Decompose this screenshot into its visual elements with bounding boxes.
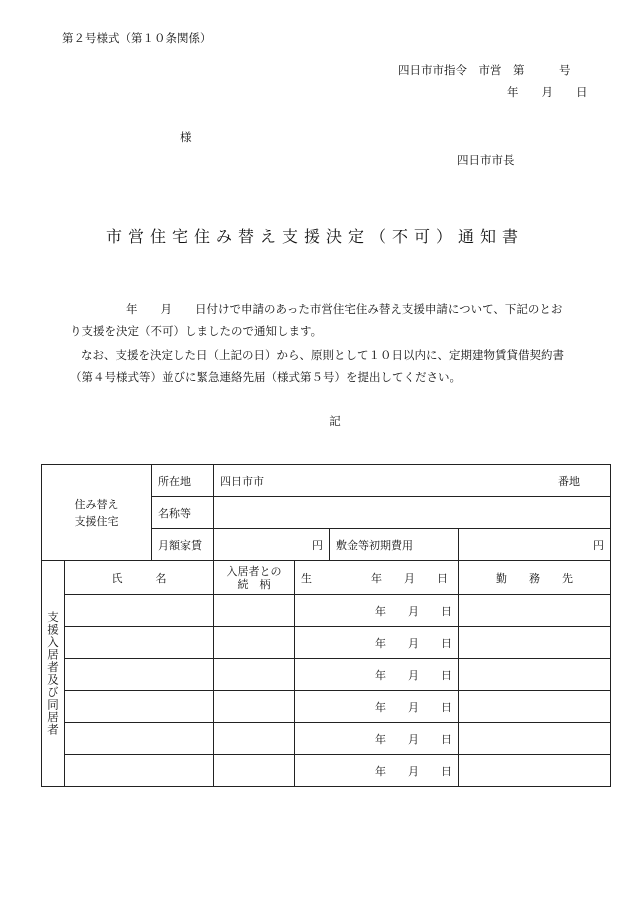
resident-birth-field[interactable] — [295, 659, 459, 691]
relation-header-line-2: 続 柄 — [237, 577, 271, 591]
resident-relation-field[interactable] — [214, 691, 295, 723]
resident-name-field[interactable] — [65, 659, 214, 691]
resident-birth-field[interactable] — [295, 723, 459, 755]
resident-work-field[interactable] — [459, 691, 611, 723]
birth-date-header: 年 月 日 — [371, 571, 448, 585]
rent-unit: 円 — [312, 538, 323, 552]
resident-work-field[interactable] — [459, 723, 611, 755]
resident-birth-field[interactable] — [295, 691, 459, 723]
work-header: 勤 務 先 — [459, 561, 611, 595]
housing-location-row — [42, 465, 611, 497]
housing-section-label: 住み替え 支援住宅 — [42, 465, 152, 561]
residents-section-text: 支援入居者及び同居者 — [46, 611, 60, 736]
resident-row — [42, 755, 611, 787]
resident-birth-field[interactable] — [295, 627, 459, 659]
name-header: 氏 名 — [65, 561, 214, 595]
resident-birth-date: 年 月 日 — [375, 604, 452, 618]
resident-relation-field[interactable] — [214, 659, 295, 691]
location-label: 所在地 — [152, 465, 214, 497]
resident-birth-date: 年 月 日 — [375, 668, 452, 682]
resident-name-field[interactable] — [65, 723, 214, 755]
name-label: 名称等 — [152, 497, 214, 529]
relation-header-line-1: 入居者との — [226, 564, 282, 578]
resident-row — [42, 691, 611, 723]
resident-work-field[interactable] — [459, 659, 611, 691]
body-paragraph-1-line-2: り支援を決定（不可）しましたので通知します。 — [70, 324, 323, 338]
rent-field[interactable] — [214, 529, 330, 561]
body-paragraph-2-line-1: なお、支援を決定した日（上記の日）から、原則として１０日以内に、定期建物賃貸借契約書 — [81, 348, 564, 362]
resident-work-field[interactable] — [459, 595, 611, 627]
body-paragraph-1-line-1: 年 月 日付けで申請のあった市営住宅住み替え支援申請について、下記のとお — [126, 302, 563, 316]
deposit-label: 敷金等初期費用 — [330, 529, 459, 561]
issuer-name: 四日市市長 — [457, 153, 515, 167]
resident-work-field[interactable] — [459, 755, 611, 787]
resident-row — [42, 595, 611, 627]
resident-birth-field[interactable] — [295, 595, 459, 627]
form-number: 第２号様式（第１０条関係） — [62, 31, 212, 45]
resident-birth-date: 年 月 日 — [375, 636, 452, 650]
notice-number: 四日市市指令 市営 第 号 — [398, 63, 571, 77]
birth-prefix: 生 — [301, 571, 312, 585]
location-prefix: 四日市市 — [220, 474, 264, 488]
resident-birth-date: 年 月 日 — [375, 732, 452, 746]
info-table — [41, 464, 611, 787]
resident-name-field[interactable] — [65, 627, 214, 659]
location-field[interactable] — [214, 465, 611, 497]
resident-row — [42, 659, 611, 691]
ki-heading: 記 — [329, 414, 341, 428]
document-title: 市営住宅住み替え支援決定（不可）通知書 — [105, 227, 524, 246]
resident-name-field[interactable] — [65, 755, 214, 787]
addressee-suffix: 様 — [180, 130, 192, 144]
resident-birth-date: 年 月 日 — [375, 700, 452, 714]
resident-work-field[interactable] — [459, 627, 611, 659]
location-suffix: 番地 — [558, 474, 580, 488]
residents-section-label — [42, 561, 65, 787]
residents-header-row — [42, 561, 611, 595]
issue-date: 年 月 日 — [507, 85, 588, 99]
rent-label: 月額家賃 — [152, 529, 214, 561]
deposit-field[interactable] — [459, 529, 611, 561]
name-field[interactable] — [214, 497, 611, 529]
resident-relation-field[interactable] — [214, 755, 295, 787]
resident-relation-field[interactable] — [214, 627, 295, 659]
resident-row — [42, 627, 611, 659]
resident-birth-date: 年 月 日 — [375, 764, 452, 778]
birth-header — [295, 561, 459, 595]
resident-name-field[interactable] — [65, 691, 214, 723]
relation-header — [214, 561, 295, 595]
resident-relation-field[interactable] — [214, 723, 295, 755]
body-paragraph-2-line-2: （第４号様式等）並びに緊急連絡先届（様式第５号）を提出してください。 — [70, 370, 461, 384]
deposit-unit: 円 — [593, 538, 604, 552]
resident-name-field[interactable] — [65, 595, 214, 627]
resident-birth-field[interactable] — [295, 755, 459, 787]
resident-row — [42, 723, 611, 755]
resident-relation-field[interactable] — [214, 595, 295, 627]
